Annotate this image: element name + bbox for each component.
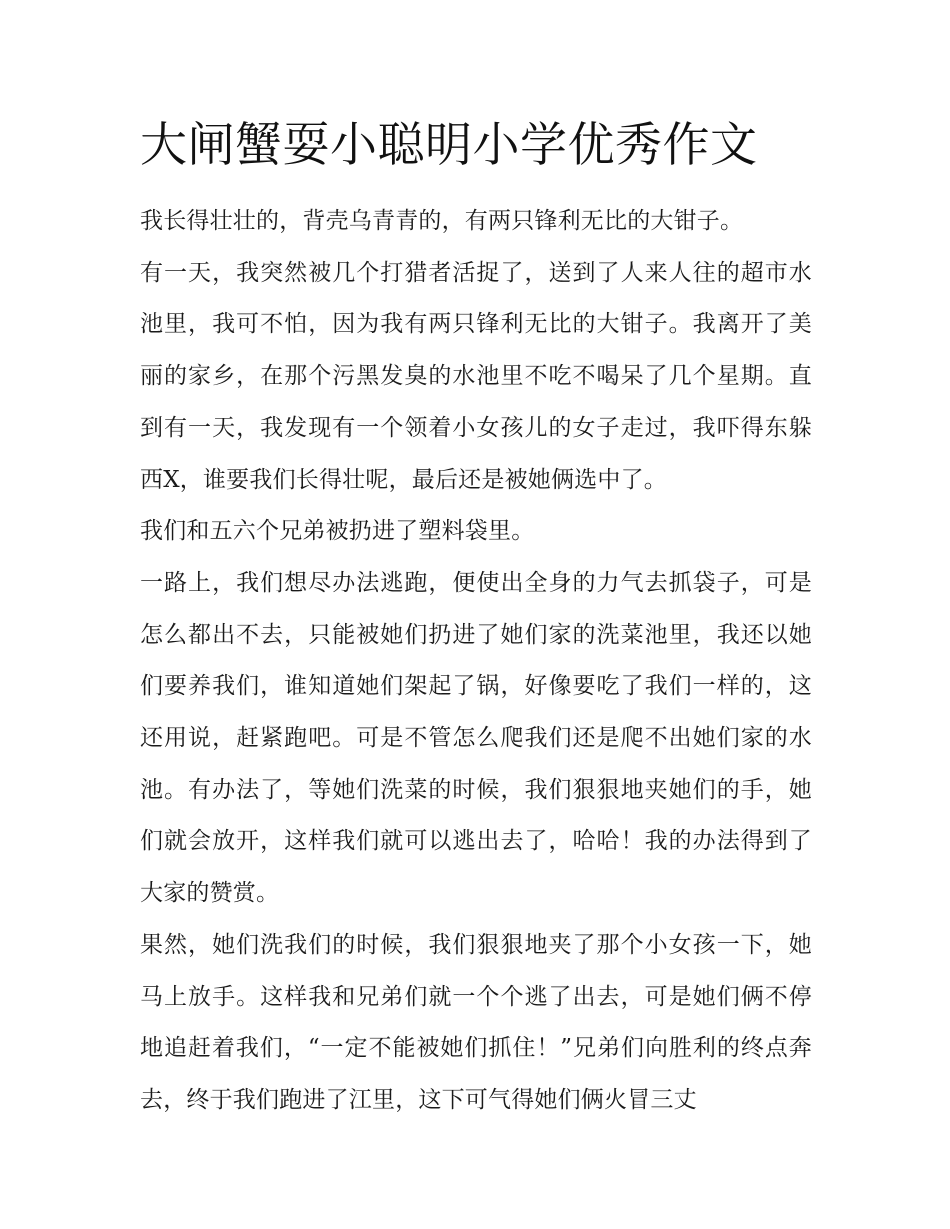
paragraph-4: 一路上，我们想尽办法逃跑，便使出全身的力气去抓袋子，可是怎么都出不去，只能被她们扔进了她们家的洗菜池里，我还以她们要养我们，谁知道她们架起了锅，好像要吃了我们一样的，这还用说，赶紧跑吧。可是不管怎么爬我们还是爬不出她们家的水池。有办法了，等她们洗菜的时候，我们狠狠地夹她们的手，她们就会放开，这样我们就可以逃出去了，哈哈！我的办法得到了大家的赞赏。 [140, 569, 812, 907]
document-body [140, 196, 812, 1127]
paragraph-5: 果然，她们洗我们的时候，我们狠狠地夹了那个小女孩一下，她马上放手。这样我和兄弟们就一个个逃了出去，可是她们俩不停地追赶着我们，“一定不能被她们抓住！”兄弟们向胜利的终点奔去，终于我们跑进了江里，这下可气得她们俩火冒三丈 [140, 931, 812, 1113]
paragraph-3: 我们和五六个兄弟被扔进了塑料袋里。 [140, 518, 535, 545]
document-title: 大闸蟹耍小聪明小学优秀作文 [140, 118, 758, 173]
paragraph-2: 有一天，我突然被几个打猎者活捉了，送到了人来人往的超市水池里，我可不怕，因为我有两只锋利无比的大钳子。我离开了美丽的家乡，在那个污黑发臭的水池里不吃不喝呆了几个星期。直到有一天，我发现有一个领着小女孩儿的女子走过，我吓得东躲西X，谁要我们长得壮呢，最后还是被她俩选中了。 [140, 259, 812, 493]
paragraph-1: 我长得壮壮的，背壳乌青青的，有两只锋利无比的大钳子。 [140, 208, 744, 234]
